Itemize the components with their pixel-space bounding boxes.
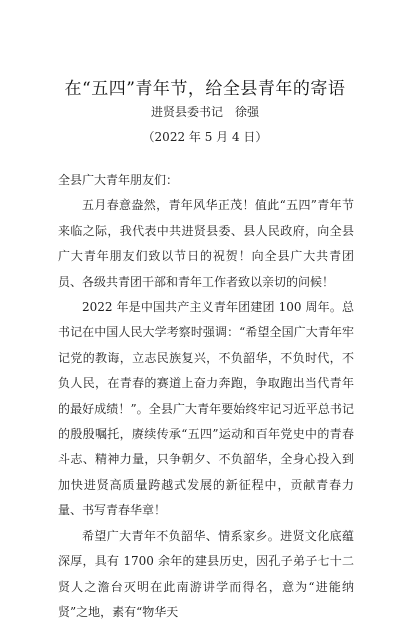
document-title: 在“五四”青年节，给全县青年的寄语 bbox=[64, 79, 346, 99]
document-body bbox=[58, 168, 354, 625]
author-line: 进贤县委书记 徐强 bbox=[150, 105, 259, 119]
greeting: 全县广大青年朋友们： bbox=[58, 173, 179, 187]
paragraph-1: 五月春意盎然，青年风华正茂！值此“五四”青年节来临之际，我代表中共进贤县委、县人民政府，向全县广大青年朋友们致以节日的祝贺！向全县广大共青团员、各级共青团干部和青年工作者致以亲切的问候！ bbox=[58, 198, 354, 289]
paragraph-2: 2022 年是中国共产主义青年团建团 100 周年。总书记在中国人民大学考察时强调：“希望全国广大青年牢记党的教诲，立志民族复兴，不负韶华，不负时代，不负人民，在青春的赛道上奋力奔跑，争取跑出当代青年的最好成绩！”。全县广大青年要始终牢记习近平总书记的殷殷嘱托，赓续传承“五四”运动和百年党史中的青春斗志、精神力量，只争朝夕、不负韶华，全身心投入到加快进贤高质量跨越式发展的新征程中，贡献青春力量、书写青春华章！ bbox=[58, 300, 354, 518]
paragraph-3: 希望广大青年不负韶华、情系家乡。进贤文化底蕴深厚，具有 1700 余年的建县历史，因孔子弟子七十二贤人之澹台灭明在此南游讲学而得名，意为“进能纳贤”之地，素有“物华天 bbox=[58, 528, 354, 619]
date-line: （2022 年 5 月 4 日） bbox=[142, 130, 268, 144]
